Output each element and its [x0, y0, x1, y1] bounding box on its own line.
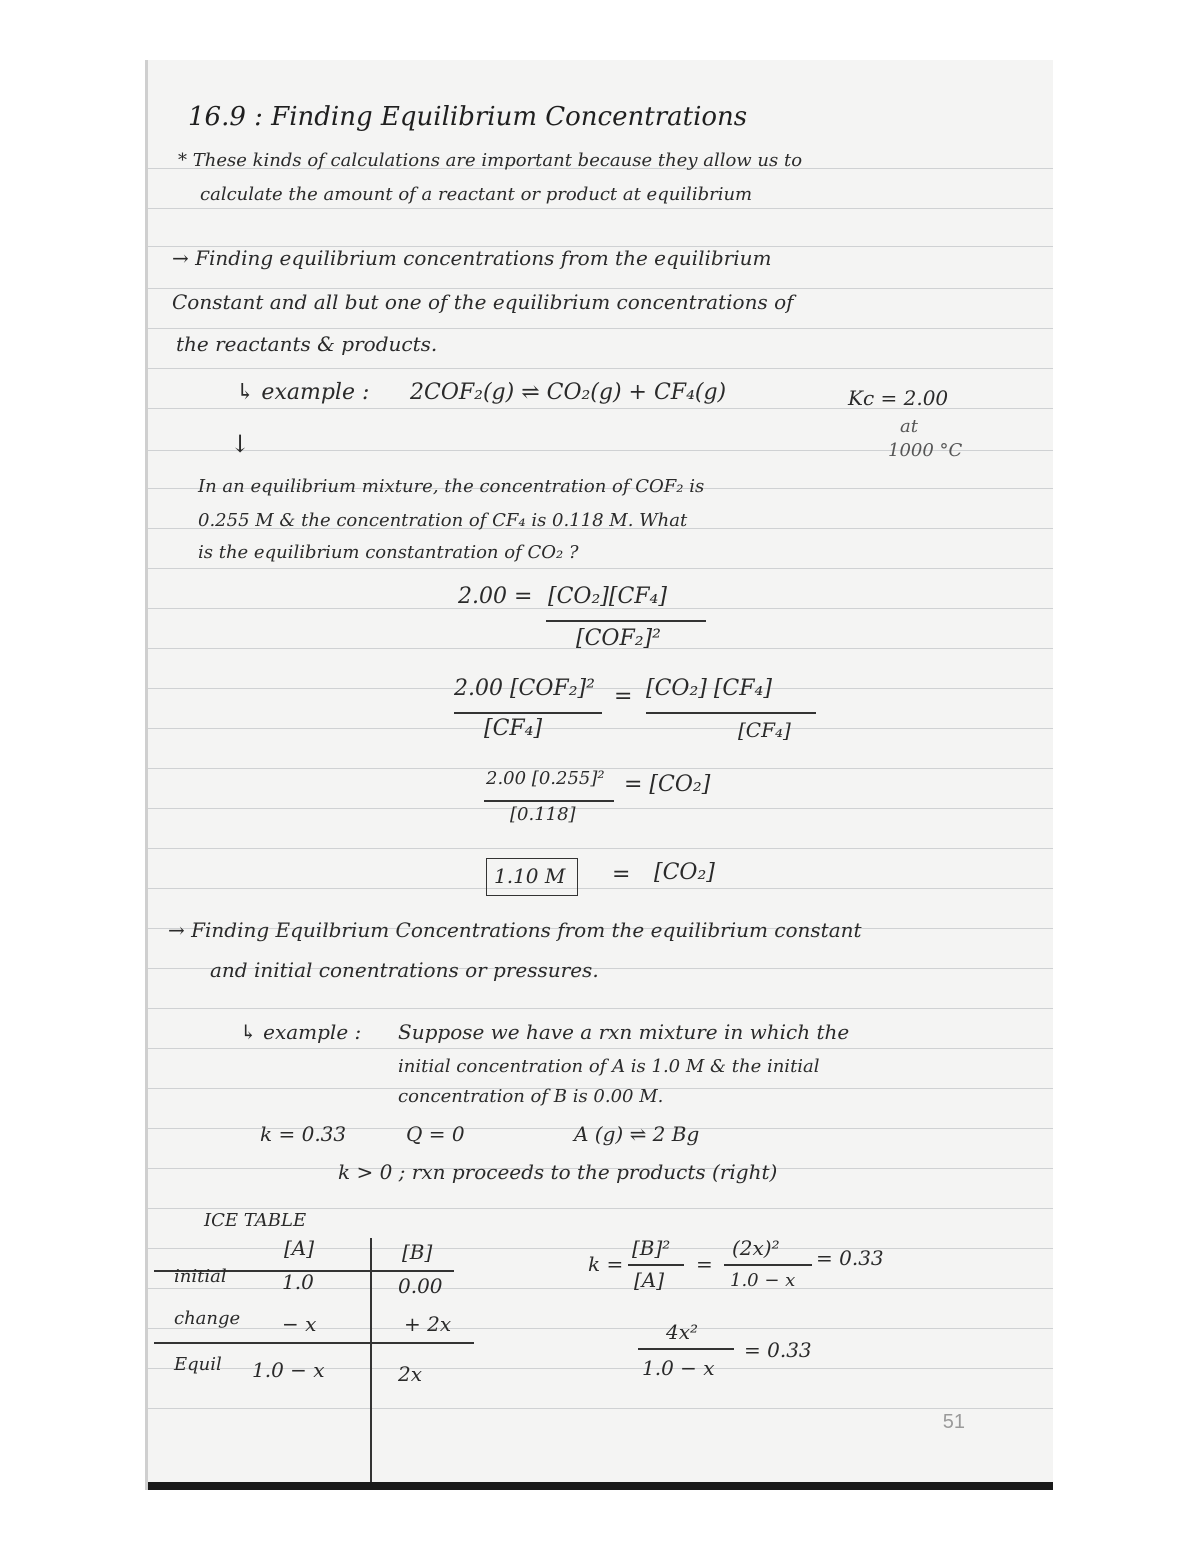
kexpr-result2: = 0.33 [744, 1338, 812, 1362]
topic1-heading-2: Constant and all but one of the equilibrium concentrations of [172, 290, 794, 314]
eq2-equals: = [614, 684, 633, 709]
notebook-page [148, 60, 1053, 1490]
eq2-denominator: [CF₄] [484, 716, 543, 741]
kexpr-eq: = [696, 1252, 713, 1276]
topic1-kc: Kc = 2.00 [848, 386, 949, 410]
eq2-numerator: 2.00 [COF₂]² [454, 676, 595, 701]
ice-row-b: 2x [398, 1362, 423, 1386]
page-number: 51 [942, 1411, 965, 1433]
topic1-kc-temp: 1000 °C [888, 440, 963, 461]
topic2-direction: k > 0 ; rxn proceeds to the products (right) [338, 1160, 778, 1184]
ice-column-divider [370, 1238, 372, 1490]
topic2-q-value: Q = 0 [406, 1122, 465, 1146]
eq1-fraction-bar [546, 620, 706, 622]
topic1-kc-at: at [900, 416, 918, 437]
topic2-problem-1: Suppose we have a rxn mixture in which the [398, 1020, 850, 1044]
eq2-fraction-bar [454, 712, 602, 714]
topic1-problem-3: is the equilibrium constantration of CO₂ ? [198, 542, 579, 563]
topic2-problem-2: initial concentration of A is 1.0 M & the initial [398, 1056, 820, 1077]
ice-row-label: Equil [174, 1354, 222, 1375]
answer-species: [CO₂] [654, 860, 715, 885]
ice-header-a: [A] [284, 1236, 315, 1260]
topic2-heading-1: → Finding Equilbrium Concentrations from the equilibrium constant [168, 918, 862, 942]
ice-row-a: 1.0 − x [252, 1358, 325, 1382]
eq2-right-fraction-bar [646, 712, 816, 714]
ice-row-b: + 2x [404, 1312, 452, 1336]
intro-line-2: calculate the amount of a reactant or product at equilibrium [200, 184, 753, 205]
answer-value: 1.10 M [494, 864, 566, 888]
topic2-problem-3: concentration of B is 0.00 M. [398, 1086, 664, 1107]
kexpr-den1: [A] [634, 1268, 665, 1292]
ice-header-b: [B] [402, 1240, 433, 1264]
kexpr-result: = 0.33 [816, 1246, 884, 1270]
kexpr-bar1 [628, 1264, 684, 1266]
eq1-left: 2.00 = [458, 584, 533, 609]
eq3-right: = [CO₂] [624, 772, 711, 797]
eq3-denominator: [0.118] [510, 804, 576, 825]
topic1-reaction: 2COF₂(g) ⇌ CO₂(g) + CF₄(g) [410, 380, 727, 405]
ice-row-label: initial [174, 1266, 227, 1287]
ice-row-a: − x [282, 1312, 317, 1336]
ice-row-a: 1.0 [282, 1270, 314, 1294]
topic1-problem-2: 0.255 M & the concentration of CF₄ is 0.118 M. What [198, 510, 688, 531]
answer-equals: = [612, 862, 631, 887]
kexpr-bar3 [638, 1348, 734, 1350]
eq2-right-denominator: [CF₄] [738, 718, 791, 742]
topic2-heading-2: and initial conentrations or pressures. [210, 958, 599, 982]
kexpr-num3: 4x² [666, 1320, 699, 1344]
page-bottom-edge [148, 1482, 1053, 1490]
eq3-numerator: 2.00 [0.255]² [486, 768, 605, 789]
topic2-reaction: A (g) ⇌ 2 Bg [574, 1122, 700, 1146]
topic1-heading-3: the reactants & products. [176, 332, 438, 356]
eq1-numerator: [CO₂][CF₄] [548, 584, 667, 609]
kexpr-den3: 1.0 − x [642, 1356, 715, 1380]
kexpr-den2: 1.0 − x [730, 1270, 796, 1291]
topic1-example-label: ↳ example : [236, 380, 370, 405]
kexpr-num2: (2x)² [732, 1236, 780, 1260]
kexpr-bar2 [724, 1264, 812, 1266]
topic1-heading-1: → Finding equilibrium concentrations from the equilibrium [172, 246, 772, 270]
ice-row-label: change [174, 1308, 241, 1329]
eq3-fraction-bar [484, 800, 614, 802]
topic2-k-value: k = 0.33 [260, 1122, 347, 1146]
kexpr-lhs: k = [588, 1252, 624, 1276]
down-arrow-icon: ↓ [230, 430, 251, 458]
intro-line-1: * These kinds of calculations are important because they allow us to [178, 150, 803, 171]
eq1-denominator: [COF₂]² [576, 626, 661, 651]
ice-table-title: ICE TABLE [204, 1210, 307, 1231]
topic2-example-label: ↳ example : [240, 1020, 362, 1044]
topic1-problem-1: In an equilibrium mixture, the concentration of COF₂ is [198, 476, 705, 497]
section-title: 16.9 : Finding Equilibrium Concentrations [188, 102, 748, 132]
ice-row-b: 0.00 [398, 1274, 443, 1298]
eq2-right-numerator: [CO₂] [CF₄] [646, 676, 772, 701]
ice-change-underline [154, 1342, 474, 1344]
kexpr-num1: [B]² [632, 1236, 671, 1260]
